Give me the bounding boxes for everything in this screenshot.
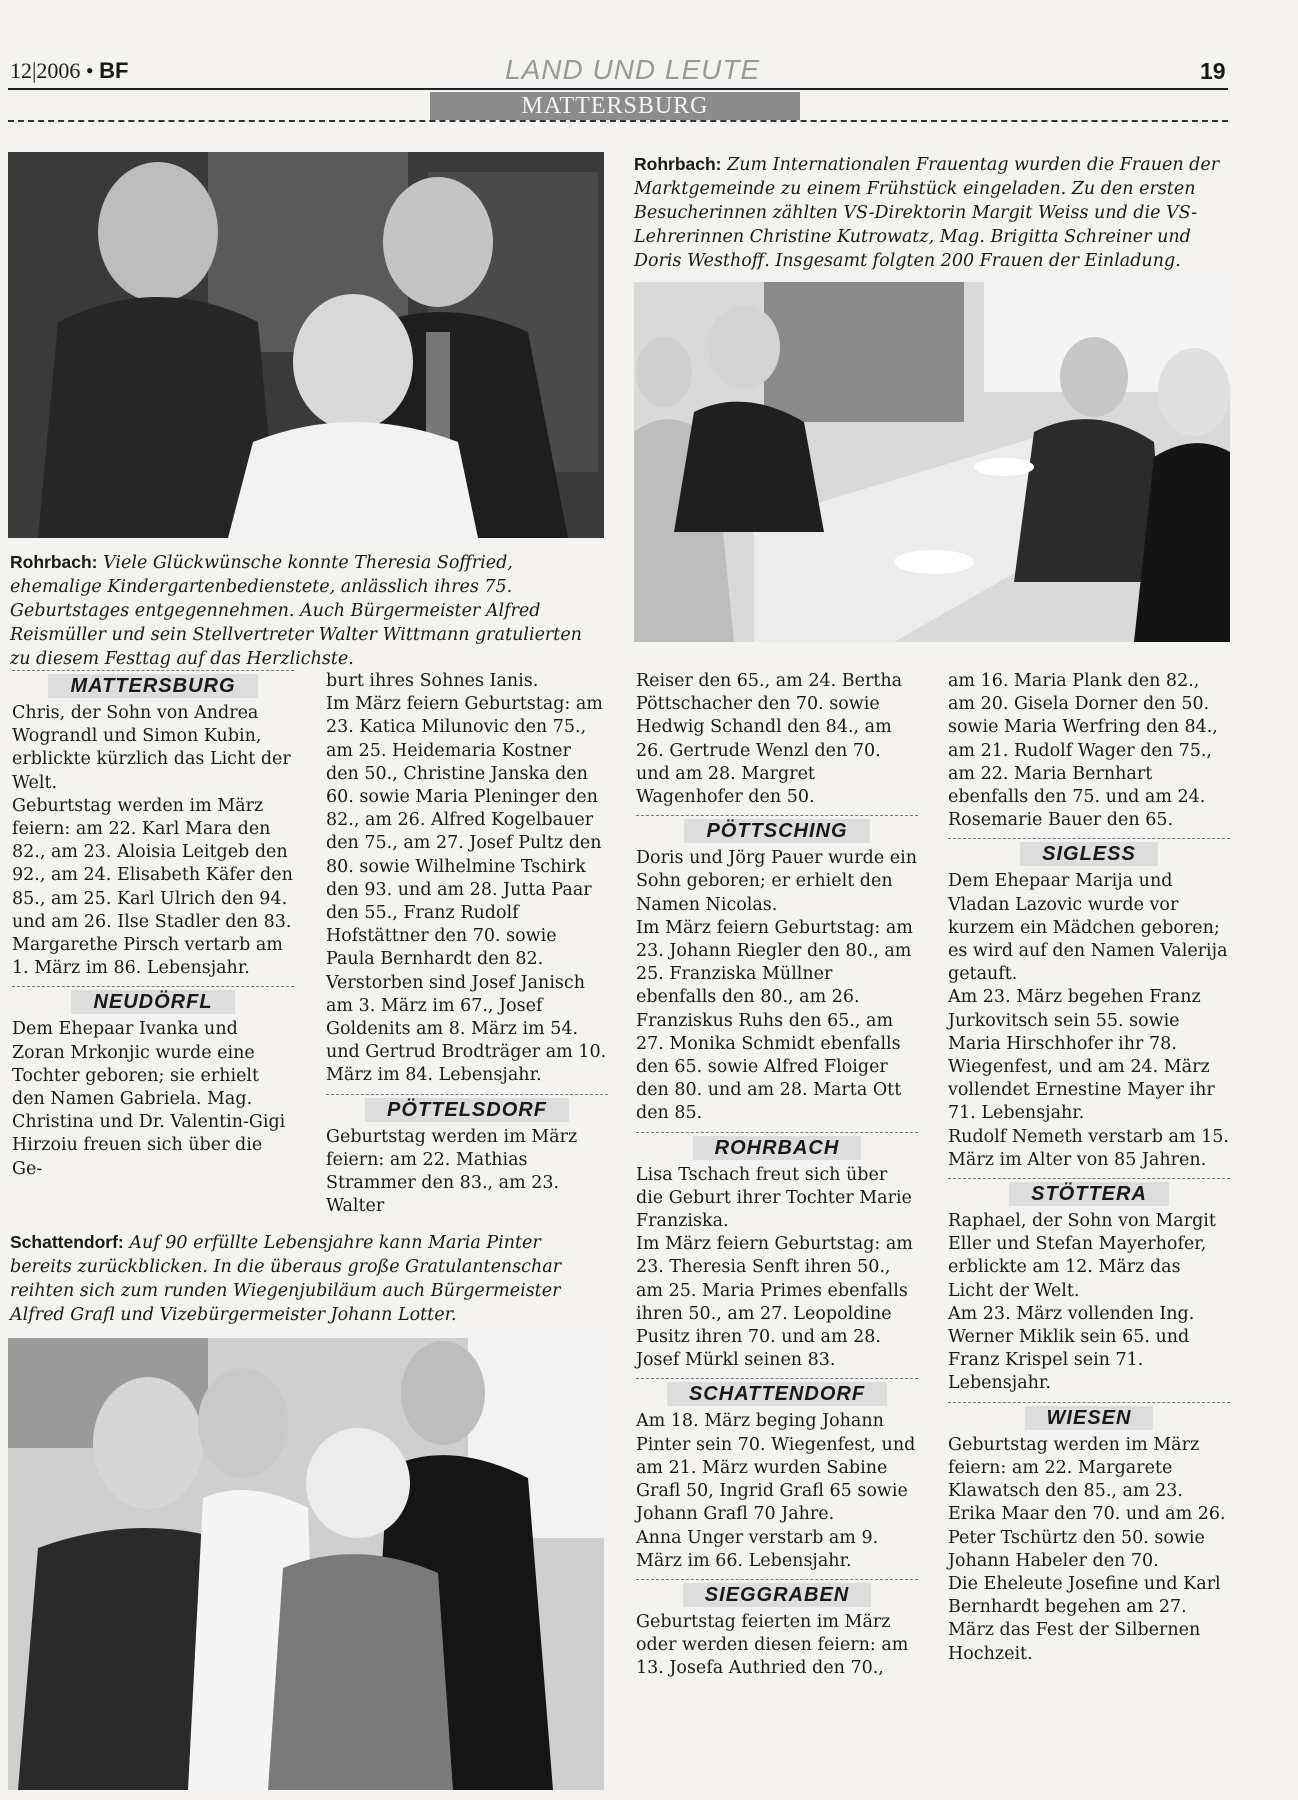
- article-paragraph: Lisa Tschach freut sich über die Geburt ihrer Tochter Marie Franziska.: [636, 1164, 912, 1232]
- issue-label: 12|2006 • BF: [10, 58, 129, 83]
- caption-place: Rohrbach:: [634, 154, 722, 174]
- text-column-3: [636, 670, 918, 1681]
- article-paragraph: Die Eheleute Josefine und Karl Bernhardt begehen am 27. März das Fest der Silbernen Hochzeit.: [948, 1573, 1221, 1664]
- caption-place: Rohrbach:: [10, 552, 98, 572]
- header-dash-rule: [8, 120, 1228, 122]
- article-paragraph: Geburtstag werden im März feiern: am 22. Mathias Strammer den 83., am 23. Walter: [326, 1126, 578, 1217]
- article-paragraph: Am 18. März beging Johann Pinter sein 70. Wiegenfest, und am 21. März wurden Sabine Grafl 50, Ingrid Grafl 65 sowie Johann Grafl 70 Jahre.: [636, 1411, 916, 1525]
- section-heading: [12, 670, 294, 698]
- article-paragraph: Margarethe Pirsch vertarb am 1. März im 86. Lebensjahr.: [12, 935, 283, 979]
- article-paragraph: Im März feiern Geburtstag: am 23. Katica Milunovic den 75., am 25. Heidemaria Kostner den 50., Christine Janska den 60. sowie Maria Pleninger den 82., am 26. Alfred Kogelbauer den 75., am 27. Josef Pultz den 80. sowie Wilhelmine Tschirk den 93. und am 28. Jutta Paar den 55., Franz Rudolf Hofstättner den 70. sowie Paula Bernhardt den 82.: [326, 694, 603, 970]
- section-heading-label: PÖTTELSDORF: [365, 1098, 569, 1122]
- section-heading: [948, 1178, 1230, 1206]
- caption-90th-birthday: [10, 1230, 606, 1327]
- article-paragraph: Am 23. März begehen Franz Jurkovitsch sein 55. sowie Maria Hirschhofer ihr 78. Wiegenfest, und am 24. März vollendet Ernestine Mayer ihr 71. Lebensjahr.: [948, 987, 1215, 1124]
- region-band: MATTERSBURG: [430, 92, 800, 120]
- article-paragraph: Am 23. März vollenden Ing. Werner Miklik sein 65. und Franz Krispel sein 71. Lebensjahr.: [948, 1303, 1195, 1394]
- caption-text: Auf 90 erfüllte Lebensjahre kann Maria Pinter bereits zurückblicken. In die überaus große Gratulantenschar reihten sich zum runden Wiegenjubiläum auch Bürgermeister Alfred Grafl und Vizebürgermeister Johann Lotter.: [10, 1233, 562, 1325]
- section-heading: [636, 1378, 918, 1406]
- section-heading: [636, 1579, 918, 1607]
- article-paragraph: Geburtstag feierten im März oder werden diesen feiern: am 13. Josefa Authried den 70.,: [636, 1611, 909, 1679]
- page-number: 19: [1200, 58, 1226, 84]
- article-paragraph: am 16. Maria Plank den 82., am 20. Gisela Dorner den 50. sowie Maria Werfring den 84., am 21. Rudolf Wager den 75., am 22. Maria Bernhart ebenfalls den 75. und am 24. Rosemarie Bauer den 65.: [948, 671, 1218, 831]
- brand-label: BF: [99, 58, 129, 83]
- photo-womens-day-rohrbach: [634, 282, 1230, 642]
- article-paragraph: Doris und Jörg Pauer wurde ein Sohn geboren; er erhielt den Namen Nicolas.: [636, 848, 917, 915]
- article-paragraph: Reiser den 65., am 24. Bertha Pöttschacher den 70. sowie Hedwig Schandl den 84., am 26. Gertrude Wenzl den 70. und am 28. Margret Wagenhofer den 50.: [636, 671, 903, 808]
- section-heading-label: SIGLESS: [1020, 842, 1158, 866]
- article-paragraph: Chris, der Sohn von Andrea Wograndl und Simon Kubin, erblickte kürzlich das Licht der Welt.: [12, 703, 291, 793]
- article-paragraph: Dem Ehepaar Ivanka und Zoran Mrkonjic wurde eine Tochter geboren; sie erhielt den Namen Gabriela. Mag. Christina und Dr. Valentin-Gigi Hirzoiu freuen sich über die Ge-: [12, 1019, 286, 1179]
- caption-birthday-rohrbach: [10, 550, 606, 671]
- section-heading-label: MATTERSBURG: [48, 674, 257, 698]
- caption-text: Zum Internationalen Frauentag wurden die Frauen der Marktgemeinde zu einem Frühstück eingeladen. Zu den ersten Besucherinnen zählten VS-Direktorin Margit Weiss und die VS-Lehrerinnen Christine Kutrowatz, Mag. Brigitta Schreiner und Doris Westhoff. Insgesamt folgten 200 Frauen der Einladung.: [634, 155, 1220, 271]
- section-heading-label: STÖTTERA: [1009, 1182, 1169, 1206]
- section-heading: [948, 838, 1230, 866]
- article-paragraph: Im März feiern Geburtstag: am 23. Johann Riegler den 80., am 25. Franziska Müllner ebenfalls den 80., am 26. Franziskus Ruhs den 65., am 27. Monika Schmidt ebenfalls den 65. sowie Alfred Floiger den 80. und am 28. Marta Ott den 85.: [636, 917, 913, 1124]
- article-paragraph: Geburtstag werden im März feiern: am 22. Karl Mara den 82., am 23. Aloisia Leitgeb den 92., am 24. Elisabeth Käfer den 85., am 25. Karl Ulrich den 94. und am 26. Ilse Stadler den 83.: [12, 795, 293, 932]
- article-paragraph: Dem Ehepaar Marija und Vladan Lazovic wurde vor kurzem ein Mädchen geboren; es wird auf den Namen Valerija getauft.: [948, 871, 1228, 985]
- article-paragraph: burt ihres Sohnes Ianis.: [326, 671, 539, 691]
- section-heading: [326, 1094, 608, 1122]
- section-heading: [948, 1402, 1230, 1430]
- header-rule: [8, 88, 1228, 90]
- photo-birthday-rohrbach: [8, 152, 604, 538]
- section-heading-label: SIEGGRABEN: [683, 1583, 871, 1607]
- article-paragraph: Im März feiern Geburtstag: am 23. Theresia Senft ihren 50., am 25. Maria Primes ebenfalls ihren 50., am 27. Leopoldine Pusitz ihren 70. und am 28. Josef Mürkl seinen 83.: [636, 1234, 913, 1371]
- section-heading: [636, 1132, 918, 1160]
- caption-place: Schattendorf:: [10, 1232, 124, 1252]
- section-heading-label: NEUDÖRFL: [71, 990, 234, 1014]
- caption-womens-day: [634, 152, 1230, 273]
- text-column-2: [326, 670, 608, 1218]
- caption-text: Viele Glückwünsche konnte Theresia Soffried, ehemalige Kindergartenbedienstete, anlässlich ihres 75. Geburtstages entgegennehmen. Auch Bürgermeister Alfred Reismüller und sein Stellvertreter Walter Wittmann gratulierten zu diesem Festtag auf das Herzlichste.: [10, 553, 582, 669]
- article-paragraph: Raphael, der Sohn von Margit Eller und Stefan Mayerhofer, erblickte am 12. März das Licht der Welt.: [948, 1211, 1216, 1301]
- article-paragraph: Rudolf Nemeth verstarb am 15. März im Alter von 85 Jahren.: [948, 1126, 1229, 1170]
- section-heading-label: WIESEN: [1025, 1406, 1154, 1430]
- section-title: LAND UND LEUTE: [505, 54, 761, 85]
- article-paragraph: Anna Unger verstarb am 9. März im 66. Lebensjahr.: [636, 1527, 879, 1571]
- photo-90th-birthday-schattendorf: [8, 1338, 604, 1790]
- section-heading-label: ROHRBACH: [693, 1136, 862, 1160]
- section-heading-label: PÖTTSCHING: [684, 819, 869, 843]
- article-paragraph: Verstorben sind Josef Janisch am 3. März im 67., Josef Goldenits am 8. März im 54. und Gertrud Brodträger am 10. März im 84. Lebensjahr.: [326, 972, 607, 1086]
- text-column-4: [948, 670, 1230, 1666]
- article-paragraph: Geburtstag werden im März feiern: am 22. Margarete Klawatsch den 85., am 23. Erika Maar den 70. und am 26. Peter Tschürtz den 50. sowie Johann Habeler den 70.: [948, 1434, 1226, 1571]
- section-heading-label: SCHATTENDORF: [667, 1382, 887, 1406]
- section-heading: [636, 815, 918, 843]
- text-column-1: [12, 670, 294, 1181]
- section-heading: [12, 986, 294, 1014]
